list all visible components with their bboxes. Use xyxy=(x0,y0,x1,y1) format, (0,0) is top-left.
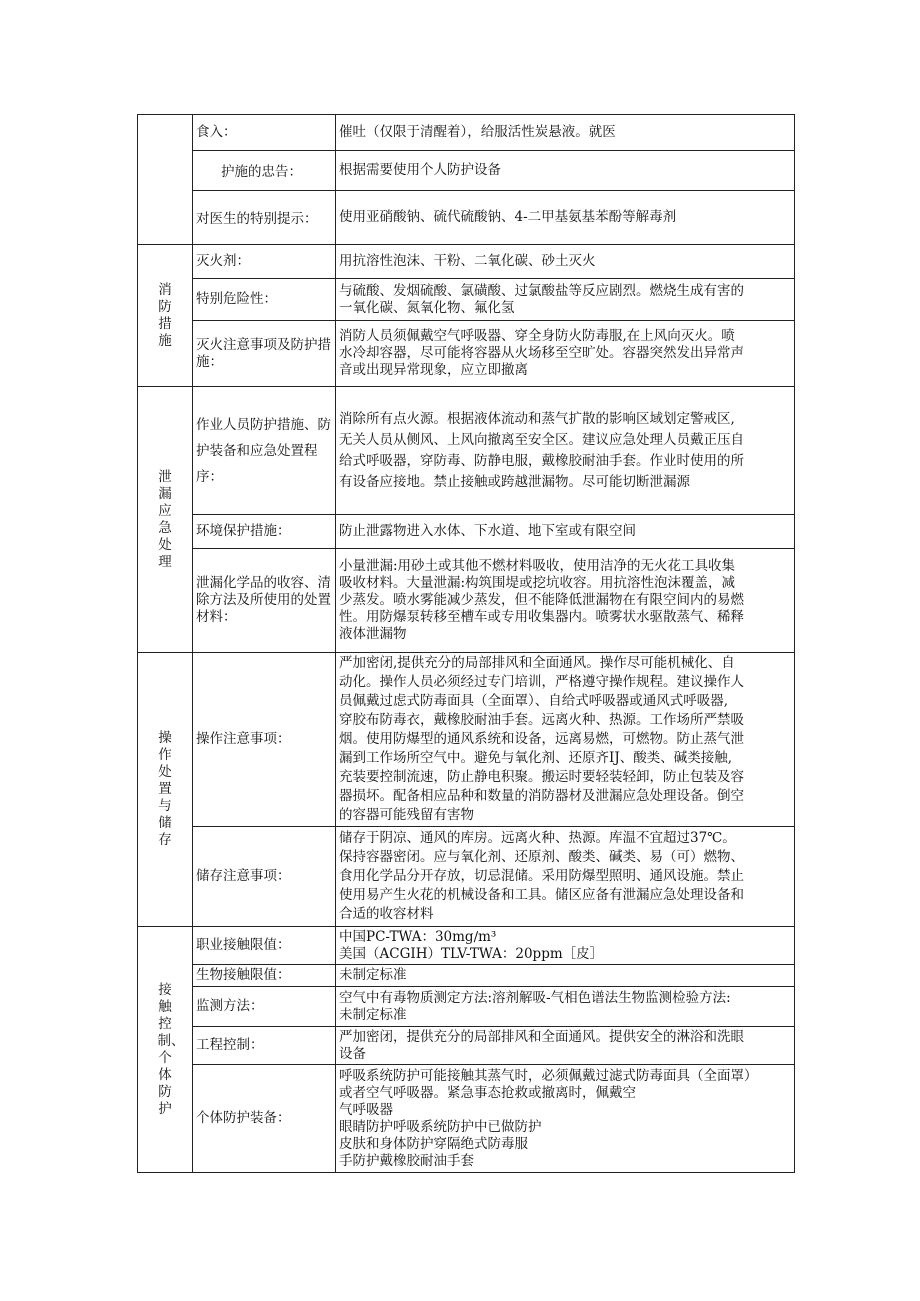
row-value: 使用亚硝酸钠、硫代硫酸钠、4-二甲基氨基苯酚等解毒剂 xyxy=(336,191,795,245)
row-value: 空气中有毒物质测定方法:溶剂解吸-气相色谱法生物监测检验方法: 未制定标准 xyxy=(336,987,795,1027)
row-value: 储存于阴凉、通风的库房。远离火种、热源。库温不宜超过37℃。 保持容器密闭。应与氧化剂、还原剂、酸类、碱类、易（可）燃物、 食用化学品分开存放，切忌混储。采用防爆型照明、通风设施。禁止 使用易产生火花的机械设备和工具。储区应备有泄漏应急处理设备和 合适的收容材料 xyxy=(336,827,795,927)
section-title-first-aid xyxy=(138,115,193,245)
row-label: 食入： xyxy=(193,115,336,151)
table-row xyxy=(138,653,795,827)
table-row xyxy=(138,987,795,1027)
row-label: 对医生的特别提示： xyxy=(193,191,336,245)
table-row xyxy=(138,245,795,279)
table-row xyxy=(138,1065,795,1173)
row-value: 消防人员须佩戴空气呼吸器、穿全身防火防毒服,在上风向灭火。喷 水冷却容器，尽可能将容器从火场移至空旷处。容器突然发出异常声 音或出现异常现象，应立即撤离 xyxy=(336,321,795,387)
row-label: 监测方法： xyxy=(193,987,336,1027)
row-value: 呼吸系统防护可能接触其蒸气时，必须佩戴过滤式防毒面具（全面罩） 或者空气呼吸器。紧急事态抢救或撤离时，佩戴空 气呼吸器 眼睛防护呼吸系统防护中已做防护 皮肤和身体防护穿隔绝式防毒服 手防护戴橡胶耐油手套 xyxy=(336,1065,795,1173)
row-value: 未制定标准 xyxy=(336,965,795,987)
msds-table xyxy=(137,114,795,1173)
table-row xyxy=(138,321,795,387)
section-title-exposure: 接触控制、个体防护 xyxy=(138,927,193,1173)
row-label: 护施的忠告： xyxy=(193,151,336,191)
table-row xyxy=(138,151,795,191)
row-label: 储存注意事项： xyxy=(193,827,336,927)
row-value: 根据需要使用个人防护设备 xyxy=(336,151,795,191)
row-value: 防止泄露物进入水体、下水道、地下室或有限空间 xyxy=(336,515,795,549)
table-row xyxy=(138,965,795,987)
row-value: 用抗溶性泡沫、干粉、二氧化碳、砂土灭火 xyxy=(336,245,795,279)
row-label: 作业人员防护措施、防护装备和应急处置程序： xyxy=(193,387,336,515)
row-value: 严加密闭,提供充分的局部排风和全面通风。操作尽可能机械化、自 动化。操作人员必须经过专门培训，严格遵守操作规程。建议操作人 员佩戴过虑式防毒面具（全面罩）、自给式呼吸器或通风式呼吸器, 穿胶布防毒衣，戴橡胶耐油手套。远离火种、热源。工作场所严禁吸 烟。使用防爆型的通风系统和设备，远离易燃，可燃物。防止蒸气泄 漏到工作场所空气中。避免与氧化剂、还原齐IJ、酸类、碱类接触, 充装要控制流速，防止静电积聚。搬运时要轻装轻卸，防止包装及容 器损坏。配备相应品种和数量的消防器材及泄漏应急处理设备。倒空 的容器可能残留有害物 xyxy=(336,653,795,827)
table-row xyxy=(138,279,795,321)
row-label: 工程控制： xyxy=(193,1027,336,1065)
table-row xyxy=(138,191,795,245)
row-value: 消除所有点火源。根据液体流动和蒸气扩散的影响区域划定警戒区, 无关人员从侧风、上风向撤离至安全区。建议应急处理人员戴正压自 给式呼吸器，穿防毒、防静电服，戴橡胶耐油手套。作业时使用的所 有设备应接地。禁止接触或跨越泄漏物。尽可能切断泄漏源 xyxy=(336,387,795,515)
row-label: 灭火注意事项及防护措施： xyxy=(193,321,336,387)
row-value: 小量泄漏:用砂土或其他不燃材料吸收，使用洁净的无火花工具收集 吸收材料。大量泄漏:构筑围堤或挖坑收容。用抗溶性泡沫覆盖，减 少蒸发。喷水雾能减少蒸发，但不能降低泄漏物在有限空间内的易燃 性。用防爆泵转移至槽车或专用收集器内。喷雾状水驱散蒸气、稀释 液体泄漏物 xyxy=(336,549,795,653)
table-row xyxy=(138,515,795,549)
row-label: 特别危险性： xyxy=(193,279,336,321)
section-title-handling: 操作处置与储存 xyxy=(138,653,193,927)
table-row xyxy=(138,549,795,653)
section-title-leak: 泄漏应急处理 xyxy=(138,387,193,653)
table-row xyxy=(138,115,795,151)
row-value: 催吐（仅限于清醒着），给服活性炭悬液。就医 xyxy=(336,115,795,151)
row-value: 与硫酸、发烟硫酸、氯磺酸、过氯酸盐等反应剧烈。燃烧生成有害的 一氧化碳、氮氧化物、氟化氢 xyxy=(336,279,795,321)
row-label: 个体防护装备： xyxy=(193,1065,336,1173)
row-value: 严加密闭，提供充分的局部排风和全面通风。提供安全的淋浴和洗眼 设备 xyxy=(336,1027,795,1065)
row-label: 生物接触限值： xyxy=(193,965,336,987)
row-label: 环境保护措施： xyxy=(193,515,336,549)
row-label: 泄漏化学品的收容、清除方法及所使用的处置材料： xyxy=(193,549,336,653)
row-label: 操作注意事项： xyxy=(193,653,336,827)
table-row xyxy=(138,827,795,927)
table-row xyxy=(138,387,795,515)
section-title-fire: 消防措施 xyxy=(138,245,193,387)
table-row xyxy=(138,927,795,965)
row-value: 中国PC-TWA：30mg∕m³ 美国（ACGIH）TLV-TWA：20ppm［皮］ xyxy=(336,927,795,965)
table-row xyxy=(138,1027,795,1065)
row-label: 灭火剂： xyxy=(193,245,336,279)
row-label: 职业接触限值： xyxy=(193,927,336,965)
